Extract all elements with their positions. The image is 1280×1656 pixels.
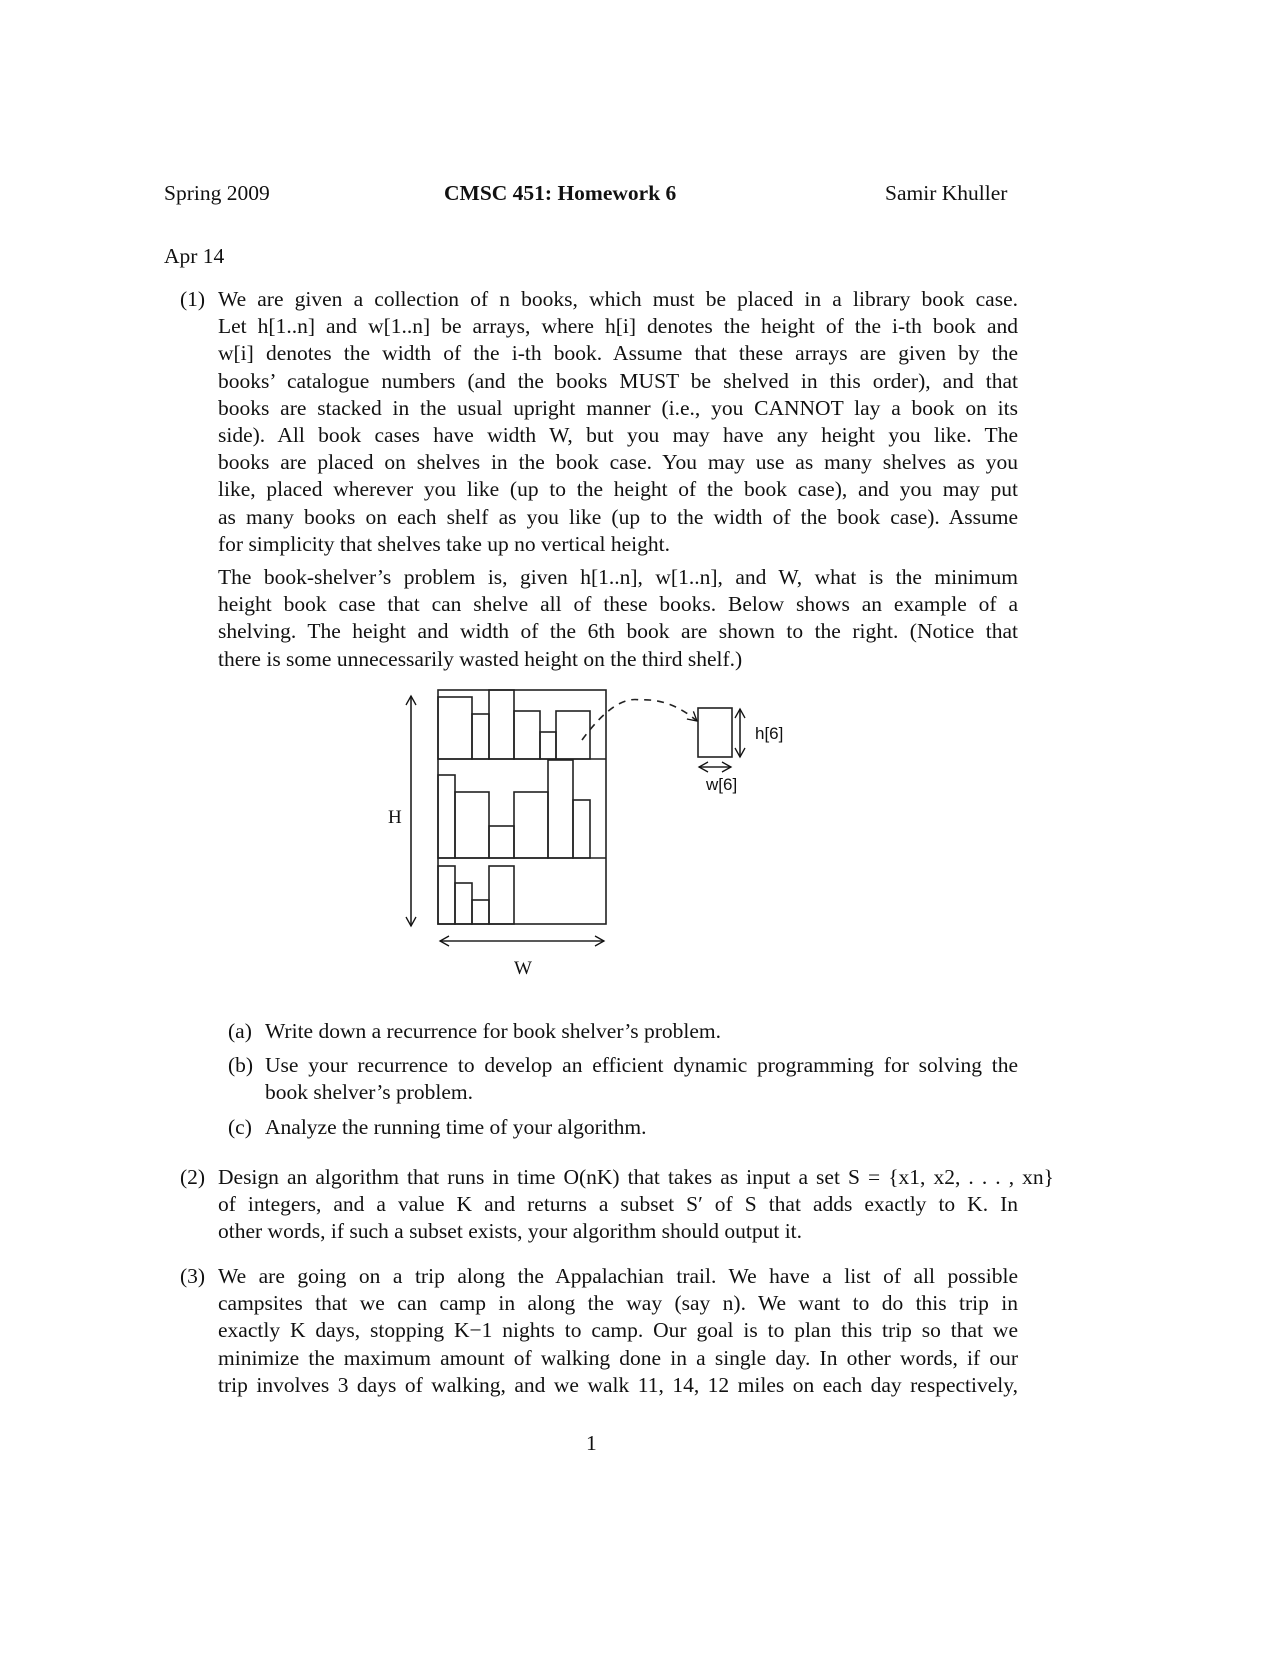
problem-2-number: (2)	[180, 1165, 206, 1189]
problem-3-number: (3)	[180, 1264, 206, 1288]
text-line: other words, if such a subset exists, your algorithm should output it.	[218, 1219, 803, 1244]
bookcase-outline	[438, 690, 606, 924]
text-line: minimize the maximum amount of walking done in a single day. In other words, if our	[218, 1345, 1018, 1370]
subpart-c-label: (c)	[228, 1115, 252, 1139]
text-line: Let h[1..n] and w[1..n] be arrays, where h[i] denotes the height of the i-th book and	[218, 314, 1018, 339]
dashed-pointer-arrow	[582, 700, 697, 741]
figure-label-H: H	[388, 807, 402, 828]
header-author: Samir Khuller	[885, 181, 1008, 205]
header-course-title: CMSC 451: Homework 6	[444, 181, 677, 205]
text-line: books are placed on shelves in the book case. You may use as many shelves as you	[218, 450, 1018, 475]
subpart-b-label: (b)	[228, 1053, 254, 1077]
figure-label-h6: h[6]	[755, 724, 784, 743]
subpart-a-text: Write down a recurrence for book shelver’s problem.	[265, 1019, 722, 1043]
date: Apr 14	[164, 244, 225, 268]
text-line: exactly K days, stopping K−1 nights to camp. Our goal is to plan this trip so that we	[218, 1318, 1018, 1343]
subpart-c-text: Analyze the running time of your algorithm.	[265, 1115, 647, 1139]
text-line: Use your recurrence to develop an efficient dynamic programming for solving the	[265, 1053, 1018, 1077]
page-number: 1	[586, 1431, 597, 1455]
text-line: w[i] denotes the width of the i-th book. Assume that these arrays are given by the	[218, 341, 1018, 366]
text-line: books’ catalogue numbers (and the books MUST be shelved in this order), and that	[218, 368, 1018, 393]
text-line: shelving. The height and width of the 6th book are shown to the right. (Notice that	[218, 619, 1018, 644]
subpart-a-label: (a)	[228, 1019, 252, 1043]
text-line: as many books on each shelf as you like (up to the width of the book case). Assume	[218, 504, 1018, 529]
figure-label-W: W	[514, 958, 532, 979]
text-line: campsites that we can camp in along the way (say n). We want to do this trip in	[218, 1291, 1018, 1316]
problem-1-number: (1)	[180, 287, 206, 311]
text-line: of integers, and a value K and returns a subset S′ of S that adds exactly to K. In	[218, 1192, 1018, 1217]
text-line: trip involves 3 days of walking, and we walk 11, 14, 12 miles on each day respectively,	[218, 1372, 1018, 1397]
header-semester: Spring 2009	[164, 181, 270, 205]
text-line: there is some unnecessarily wasted height on the third shelf.)	[218, 646, 743, 671]
problem-3-text	[218, 1263, 1018, 1399]
book-6-detail	[698, 708, 732, 757]
text-line: The book-shelver’s problem is, given h[1..n], w[1..n], and W, what is the minimum	[218, 565, 1018, 589]
text-line: We are given a collection of n books, which must be placed in a library book case.	[218, 287, 1018, 311]
text-line: like, placed wherever you like (up to the height of the book case), and you may put	[218, 477, 1018, 502]
text-line: Design an algorithm that runs in time O(nK) that takes as input a set S = {x1, x2, . . . , xn}	[218, 1165, 1054, 1189]
problem-2-text	[218, 1164, 1054, 1246]
text-line: book shelver’s problem.	[265, 1080, 473, 1105]
figure-label-w6: w[6]	[706, 775, 738, 794]
text-line: side). All book cases have width W, but you may have any height you like. The	[218, 422, 1018, 447]
text-line: books are stacked in the usual upright manner (i.e., you CANNOT lay a book on its	[218, 395, 1018, 420]
text-line: for simplicity that shelves take up no vertical height.	[218, 531, 670, 556]
text-line: We are going on a trip along the Appalachian trail. We have a list of all possible	[218, 1264, 1018, 1288]
text-line: height book case that can shelve all of these books. Below shows an example of a	[218, 592, 1018, 617]
subpart-b-text	[265, 1052, 1018, 1106]
